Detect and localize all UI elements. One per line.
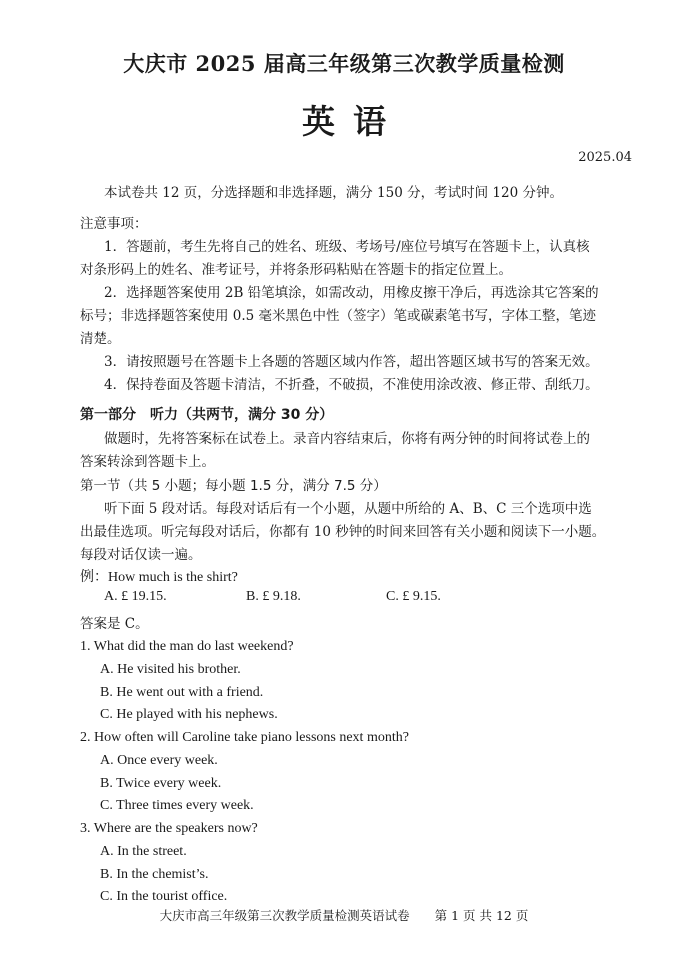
- part1-desc-line: 做题时，先将答案标在试卷上。录音内容结束后，你将有两分钟的时间将试卷上的: [104, 431, 590, 447]
- note-line: 4．保持卷面及答题卡清洁，不折叠，不破损，不准使用涂改液、修正带、刮纸刀。: [104, 377, 599, 393]
- question-3-option-c: C. In the tourist office.: [100, 889, 228, 904]
- example-option-b: B. £ 9.18.: [246, 589, 301, 604]
- page-footer: 大庆市高三年级第三次教学质量检测英语试卷 第 1 页 共 12 页: [159, 908, 529, 923]
- question-2-option-c: C. Three times every week.: [100, 798, 254, 813]
- question-1-option-a: A. He visited his brother.: [100, 662, 241, 677]
- intro-text: 本试卷共 12 页，分选择题和非选择题，满分 150 分，考试时间 120 分钟。: [104, 185, 563, 201]
- note-line: 1．答题前，考生先将自己的姓名、班级、考场号/座位号填写在答题卡上，认真核: [104, 239, 590, 255]
- example-answer: 答案是 C。: [80, 616, 149, 632]
- section1-heading: 第一节（共 5 小题；每小题 1.5 分，满分 7.5 分）: [80, 478, 387, 494]
- exam-date: 2025.04: [578, 150, 632, 165]
- question-3-option-a: A. In the street.: [100, 844, 187, 859]
- part1-heading: 第一部分 听力（共两节，满分 30 分）: [80, 407, 334, 423]
- example-option-a: A. £ 19.15.: [104, 589, 167, 604]
- note-line: 2．选择题答案使用 2B 铅笔填涂，如需改动，用橡皮擦干净后，再选涂其它答案的: [104, 285, 599, 301]
- question-2: 2. How often will Caroline take piano lessons next month?: [80, 730, 409, 745]
- question-2-option-a: A. Once every week.: [100, 753, 218, 768]
- question-1: 1. What did the man do last weekend?: [80, 639, 294, 654]
- notes-heading: 注意事项：: [80, 216, 148, 232]
- section1-desc-line: 出最佳选项。听完每段对话后，你都有 10 秒钟的时间来回答有关小题和阅读下一小题。: [80, 524, 606, 540]
- question-1-option-b: B. He went out with a friend.: [100, 685, 264, 700]
- exam-title: 大庆市 2025 届高三年级第三次教学质量检测: [123, 51, 565, 76]
- note-line: 3．请按照题号在答题卡上各题的答题区域内作答，超出答题区域书写的答案无效。: [104, 354, 599, 370]
- part1-desc-line: 答案转涂到答题卡上。: [80, 454, 215, 470]
- example-question: 例：How much is the shirt?: [80, 570, 238, 585]
- question-2-option-b: B. Twice every week.: [100, 776, 222, 791]
- note-line: 对条形码上的姓名、准考证号，并将条形码粘贴在答题卡的指定位置上。: [80, 262, 512, 278]
- note-line: 标号；非选择题答案使用 0.5 毫米黑色中性（签字）笔或碳素笔书写，字体工整，笔迹: [80, 308, 597, 324]
- example-option-c: C. £ 9.15.: [386, 589, 441, 604]
- section1-desc-line: 听下面 5 段对话。每段对话后有一个小题，从题中所给的 A、B、C 三个选项中选: [104, 501, 592, 517]
- question-3: 3. Where are the speakers now?: [80, 821, 258, 836]
- section1-desc-line: 每段对话仅读一遍。: [80, 547, 202, 563]
- subject-title: 英语: [302, 102, 404, 141]
- question-1-option-c: C. He played with his nephews.: [100, 707, 278, 722]
- question-3-option-b: B. In the chemist’s.: [100, 867, 209, 882]
- note-line: 清楚。: [80, 331, 121, 347]
